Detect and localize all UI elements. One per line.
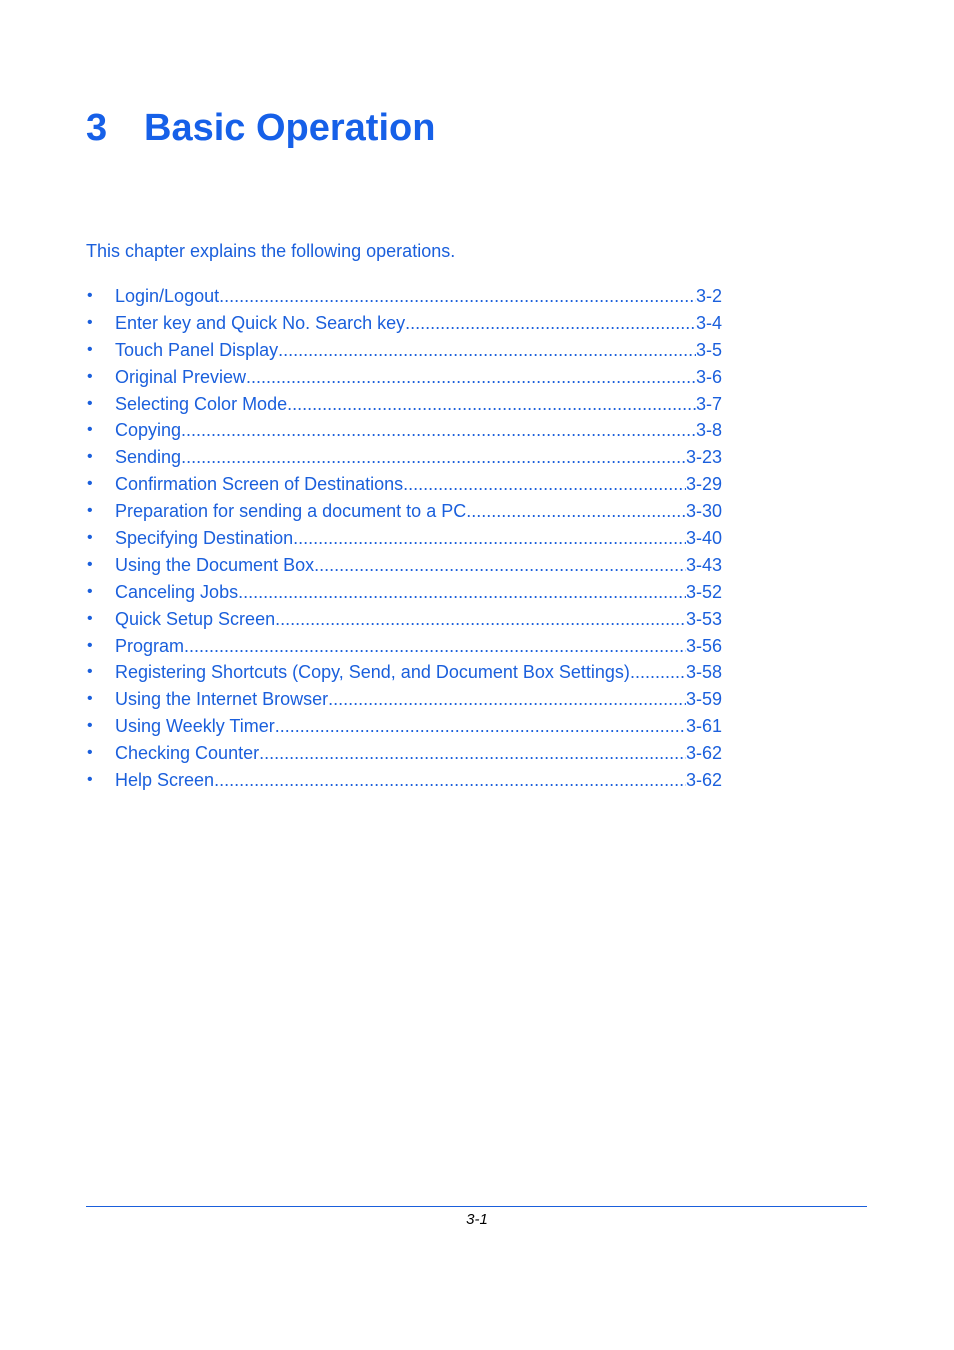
chapter-heading <box>86 104 435 152</box>
toc-dot-leader <box>275 608 686 630</box>
toc-dot-leader <box>259 742 686 764</box>
toc-item-label[interactable]: Canceling Jobs <box>115 581 239 602</box>
toc-item[interactable] <box>86 285 722 312</box>
toc-entry <box>115 527 722 549</box>
page-number: 3-1 <box>466 1211 488 1228</box>
bullet-icon: • <box>87 529 93 547</box>
bullet-icon: • <box>87 582 93 600</box>
toc-entry <box>115 688 722 710</box>
toc-item-page[interactable]: 3-56 <box>685 635 722 656</box>
bullet-icon: • <box>87 744 93 762</box>
bullet-icon: • <box>87 313 93 331</box>
toc-entry <box>115 312 722 334</box>
bullet-icon: • <box>87 367 93 385</box>
bullet-icon: • <box>87 636 93 654</box>
toc-dot-leader <box>184 635 686 657</box>
bullet-icon: • <box>87 690 93 708</box>
bullet-icon: • <box>87 475 93 493</box>
bullet-icon: • <box>87 340 93 358</box>
toc-item[interactable] <box>86 339 722 366</box>
bullet-icon: • <box>87 771 93 789</box>
toc-item[interactable] <box>86 554 722 581</box>
toc-item-page[interactable]: 3-62 <box>685 743 722 764</box>
toc-item[interactable] <box>86 500 722 527</box>
toc-item-label[interactable]: Enter key and Quick No. Search key <box>115 312 406 333</box>
bullet-icon: • <box>87 287 93 304</box>
toc-item-page[interactable]: 3-7 <box>695 393 722 414</box>
bullet-icon: • <box>87 609 93 627</box>
toc-item-page[interactable]: 3-23 <box>685 447 722 468</box>
toc-item-page[interactable]: 3-53 <box>685 608 722 629</box>
toc-item-label[interactable]: Copying <box>115 420 182 441</box>
toc-item[interactable] <box>86 661 722 688</box>
toc-entry <box>115 608 722 630</box>
footer-divider <box>86 1206 867 1207</box>
toc-item-page[interactable]: 3-43 <box>685 554 722 575</box>
toc-item-label[interactable]: Sending <box>115 447 182 468</box>
bullet-icon: • <box>87 502 93 520</box>
toc-dot-leader <box>314 554 686 576</box>
toc-item-page[interactable]: 3-40 <box>685 528 722 549</box>
toc-item-label[interactable]: Using the Internet Browser <box>115 689 329 710</box>
chapter-intro: This chapter explains the following operations. <box>86 241 456 261</box>
toc-item-label[interactable]: Using the Document Box <box>115 554 315 575</box>
toc-item-page[interactable]: 3-5 <box>695 339 722 360</box>
toc-item-label[interactable]: Selecting Color Mode <box>115 393 288 414</box>
toc-entry <box>115 742 722 764</box>
toc-item[interactable] <box>86 527 722 554</box>
bullet-icon: • <box>87 717 93 735</box>
toc-entry <box>115 581 722 603</box>
toc-item-label[interactable]: Help Screen <box>115 770 215 791</box>
toc-item[interactable] <box>86 742 722 769</box>
toc-item-page[interactable]: 3-29 <box>685 474 722 495</box>
bullet-icon: • <box>87 448 93 466</box>
toc-item-page[interactable]: 3-2 <box>695 286 722 306</box>
toc-entry <box>115 473 722 495</box>
toc-entry <box>115 285 722 307</box>
toc-item-page[interactable]: 3-8 <box>695 420 722 441</box>
bullet-icon: • <box>87 555 93 573</box>
bullet-icon: • <box>87 421 93 439</box>
table-of-contents <box>86 285 722 796</box>
toc-item-label[interactable]: Quick Setup Screen <box>115 608 276 629</box>
toc-item[interactable] <box>86 769 722 796</box>
toc-item[interactable] <box>86 688 722 715</box>
toc-item-label[interactable]: Confirmation Screen of Destinations <box>115 474 404 495</box>
toc-dot-leader <box>275 715 686 737</box>
toc-item-label[interactable]: Registering Shortcuts (Copy, Send, and Document Box Settings) <box>115 662 630 683</box>
toc-entry <box>115 446 722 468</box>
toc-item-label[interactable]: Touch Panel Display <box>115 339 279 360</box>
toc-entry <box>115 366 722 388</box>
toc-dot-leader <box>328 688 686 710</box>
toc-item-label[interactable]: Original Preview <box>115 366 247 387</box>
toc-item-page[interactable]: 3-62 <box>685 770 722 791</box>
toc-entry <box>115 769 722 791</box>
toc-item[interactable] <box>86 419 722 446</box>
toc-entry <box>115 554 722 576</box>
toc-entry <box>115 393 722 415</box>
toc-dot-leader <box>278 339 696 361</box>
chapter-title: Basic Operation <box>144 107 436 149</box>
toc-dot-leader <box>181 446 686 468</box>
toc-dot-leader <box>181 419 696 441</box>
toc-entry <box>115 661 722 683</box>
toc-dot-leader <box>238 581 686 603</box>
toc-entry <box>115 635 722 657</box>
toc-entry <box>115 419 722 441</box>
toc-dot-leader <box>466 500 686 522</box>
toc-item-page[interactable]: 3-59 <box>685 689 722 710</box>
toc-item-label[interactable]: Using Weekly Timer <box>115 716 275 737</box>
toc-item-page[interactable]: 3-61 <box>685 716 722 737</box>
toc-item[interactable] <box>86 715 722 742</box>
toc-dot-leader <box>403 473 686 495</box>
toc-dot-leader <box>246 366 696 388</box>
toc-dot-leader <box>630 661 686 683</box>
chapter-number: 3 <box>86 107 108 149</box>
toc-dot-leader <box>287 393 696 415</box>
toc-item[interactable] <box>86 393 722 420</box>
toc-dot-leader <box>405 312 696 334</box>
toc-item[interactable] <box>86 473 722 500</box>
toc-entry <box>115 500 722 522</box>
toc-item-page[interactable]: 3-30 <box>685 501 722 522</box>
toc-item-page[interactable]: 3-52 <box>685 581 722 602</box>
toc-item-label[interactable]: Preparation for sending a document to a PC <box>115 501 467 522</box>
toc-item-label[interactable]: Login/Logout <box>115 286 220 306</box>
toc-item-page[interactable]: 3-58 <box>685 662 722 683</box>
toc-item[interactable] <box>86 608 722 635</box>
toc-item[interactable] <box>86 581 722 608</box>
toc-item[interactable] <box>86 446 722 473</box>
toc-item-label[interactable]: Checking Counter <box>115 743 260 764</box>
toc-item[interactable] <box>86 312 722 339</box>
toc-item[interactable] <box>86 635 722 662</box>
toc-entry <box>115 715 722 737</box>
toc-item-page[interactable]: 3-4 <box>695 312 722 333</box>
toc-dot-leader <box>214 769 686 791</box>
toc-entry <box>115 339 722 361</box>
toc-item-label[interactable]: Specifying Destination <box>115 528 294 549</box>
toc-item-label[interactable]: Program <box>115 635 185 656</box>
toc-item[interactable] <box>86 366 722 393</box>
bullet-icon: • <box>87 394 93 412</box>
toc-dot-leader <box>219 285 696 307</box>
bullet-icon: • <box>87 663 93 681</box>
toc-dot-leader <box>293 527 686 549</box>
toc-item-page[interactable]: 3-6 <box>695 366 722 387</box>
